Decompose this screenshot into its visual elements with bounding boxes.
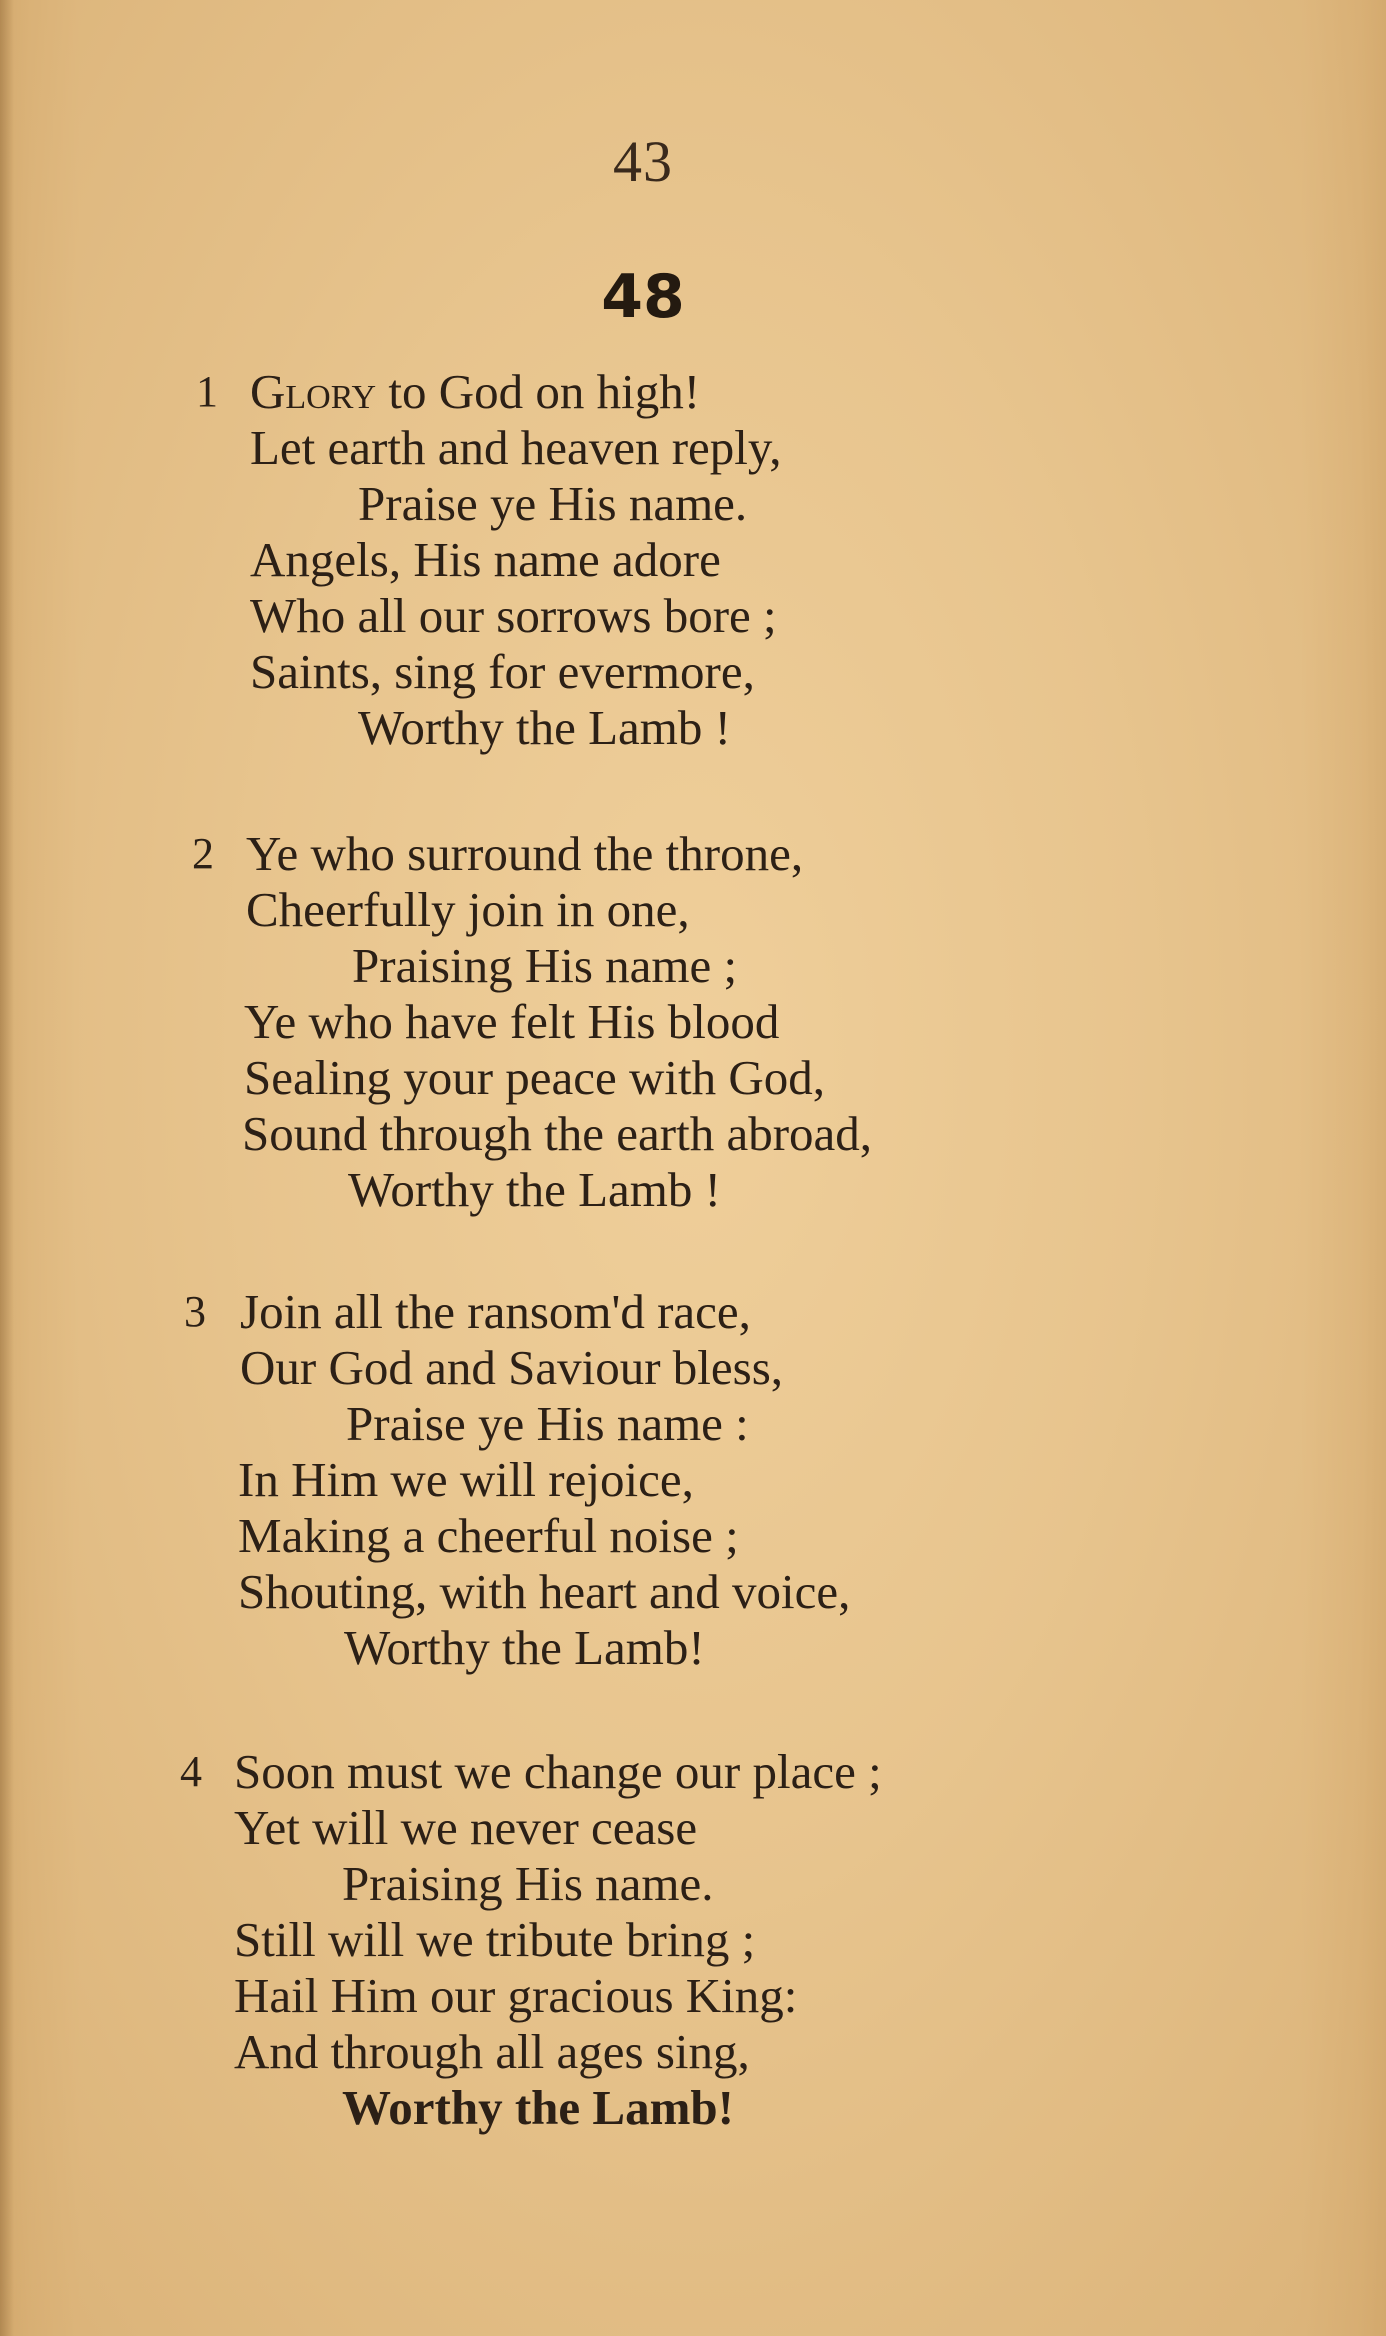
stanza-line: Ye who surround the throne, bbox=[246, 826, 804, 881]
stanza-line: Worthy the Lamb ! bbox=[348, 1162, 721, 1217]
stanza-line: Yet will we never cease bbox=[234, 1800, 698, 1855]
stanza-line: Praising His name ; bbox=[352, 938, 738, 993]
stanza-line: Angels, His name adore bbox=[250, 532, 721, 587]
stanza-line: Praising His name. bbox=[342, 1856, 714, 1911]
stanza-line: Sealing your peace with God, bbox=[244, 1050, 826, 1105]
hymn-number: 48 bbox=[601, 262, 685, 332]
page-number: 43 bbox=[613, 129, 673, 194]
stanza-line: Worthy the Lamb! bbox=[342, 2080, 734, 2135]
stanza-number: 2 bbox=[192, 829, 214, 878]
stanza-number: 3 bbox=[184, 1287, 206, 1336]
stanza-line: Our God and Saviour bless, bbox=[240, 1340, 784, 1395]
stanza-number: 1 bbox=[196, 367, 218, 416]
stanza-line: Join all the ransom'd race, bbox=[240, 1284, 751, 1339]
stanza-line: Soon must we change our place ; bbox=[234, 1744, 882, 1799]
stanza-line: Hail Him our gracious King: bbox=[234, 1968, 798, 2023]
stanza-line: Praise ye His name : bbox=[346, 1396, 749, 1451]
stanza-first-line bbox=[250, 364, 700, 420]
stanza-line: Cheerfully join in one, bbox=[246, 882, 690, 937]
stanza-line: Who all our sorrows bore ; bbox=[250, 588, 777, 643]
stanza-line: And through all ages sing, bbox=[234, 2024, 750, 2079]
stanza-line: In Him we will rejoice, bbox=[238, 1452, 694, 1507]
first-word-small-caps: Glory bbox=[250, 364, 377, 419]
stanza-line: Praise ye His name. bbox=[358, 476, 748, 531]
stanza-line: Shouting, with heart and voice, bbox=[238, 1564, 851, 1619]
stanza-line: Worthy the Lamb ! bbox=[358, 700, 731, 755]
stanza-line: Saints, sing for evermore, bbox=[250, 644, 755, 699]
stanza-line: Still will we tribute bring ; bbox=[234, 1912, 756, 1967]
first-line-rest: to God on high! bbox=[376, 364, 701, 419]
stanza-number: 4 bbox=[180, 1747, 202, 1796]
stanza-line: Worthy the Lamb! bbox=[344, 1620, 705, 1675]
page-edge-shadow bbox=[0, 0, 14, 2336]
stanza-line: Sound through the earth abroad, bbox=[242, 1106, 873, 1161]
stanza-line: Let earth and heaven reply, bbox=[250, 420, 782, 475]
stanza-line: Ye who have felt His blood bbox=[244, 994, 780, 1049]
stanza-line: Making a cheerful noise ; bbox=[238, 1508, 739, 1563]
